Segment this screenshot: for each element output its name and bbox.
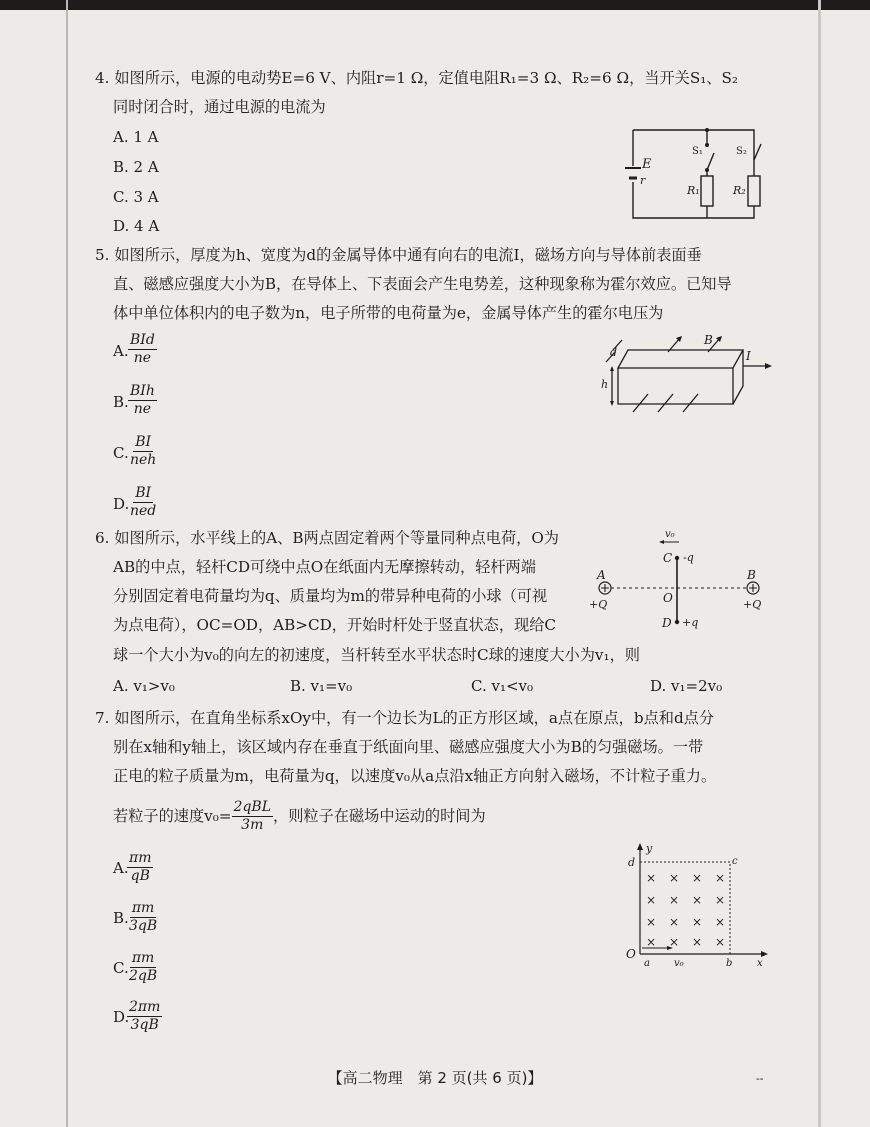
q7-field-mark-3-3: × (715, 935, 726, 949)
q5-option-d-numerator: BI (135, 485, 152, 501)
q4-fig-label-s1: S₁ (692, 146, 703, 157)
q7-field-mark-1-2: × (692, 893, 703, 907)
q6-stem-line-3: 分别固定着电荷量均为q、质量均为m的带异种电荷的小球（可视 (113, 587, 548, 605)
q7-option-a-numerator: πm (129, 850, 152, 866)
q7-option-a-fraction (127, 850, 153, 885)
q4-option-a: A. 1 A (113, 128, 159, 146)
q5-option-a-fraction (128, 332, 157, 367)
q7-option-d-denominator: 3qB (130, 1017, 159, 1033)
q5-option-c-numerator: BI (135, 434, 152, 450)
q7-option-c-letter: C. (113, 959, 129, 977)
q6-option-b: B. v₁=v₀ (290, 677, 353, 695)
q6-fig-label-plus-q-left: +Q (589, 598, 608, 611)
q7-field-mark-0-2: × (692, 871, 703, 885)
q6-option-d: D. v₁=2v₀ (650, 677, 723, 695)
q6-stem-line-4: 为点电荷），OC=OD，AB>CD，开始时杆处于竖直状态，现给C (113, 616, 557, 634)
q7-fig-label-a: a (644, 958, 650, 969)
q7-stem-line-1: 7. 如图所示，在直角坐标系xOy中，有一个边长为L的正方形区域，a点在原点，b点和d点分 (95, 709, 715, 727)
q5-stem-line-2: 直、磁感应强度大小为B，在导体上、下表面会产生电势差，这种现象称为霍尔效应。已知导 (113, 275, 732, 293)
q7-option-b-numerator: πm (131, 900, 155, 916)
q6-fig-label-b: B (747, 568, 756, 582)
q6-fig-label-d: D (662, 616, 672, 630)
scan-left-edge (66, 0, 68, 1127)
q7-field-mark-3-0: × (646, 935, 657, 949)
q5-option-a-letter: A. (113, 342, 129, 360)
q7-magnetic-field-diagram (620, 838, 770, 970)
q7-option-c-numerator: πm (131, 950, 155, 966)
q5-option-d-letter: D. (113, 495, 130, 513)
q5-option-b-denominator: ne (133, 401, 152, 417)
q5-option-b-fraction (128, 383, 157, 418)
q7-field-mark-0-1: × (669, 871, 680, 885)
q5-option-c-denominator: neh (130, 452, 157, 468)
q7-option-d-fraction (127, 999, 162, 1034)
q4-fig-label-s2: S₂ (736, 146, 747, 157)
q5-hall-effect-diagram (598, 326, 778, 416)
q4-stem-line-2: 同时闭合时，通过电源的电流为 (113, 98, 326, 116)
q6-fig-label-c: C (663, 551, 673, 565)
q7-stem-line-2: 别在x轴和y轴上，该区域内存在垂直于纸面向里、磁感应强度大小为B的匀强磁场。一带 (113, 738, 704, 756)
q5-option-c-letter: C. (113, 444, 129, 462)
q7-field-mark-0-3: × (715, 871, 726, 885)
q7-option-a-denominator: qB (130, 868, 150, 884)
q5-option-b-letter: B. (113, 393, 129, 411)
q7-fig-label-c: c (732, 856, 738, 867)
q6-fig-label-v0: v₀ (665, 529, 675, 540)
q7-option-d-letter: D. (113, 1008, 130, 1026)
q4-fig-label-r1: R₁ (687, 184, 700, 197)
q6-option-c: C. v₁<v₀ (471, 677, 534, 695)
q6-option-a: A. v₁>v₀ (113, 677, 175, 695)
q6-fig-label-plus-q-right: +Q (743, 598, 762, 611)
q7-field-mark-2-0: × (646, 915, 657, 929)
q4-circuit-diagram (620, 120, 770, 230)
q5-option-d-fraction (128, 485, 158, 520)
q6-fig-label-o: O (663, 591, 673, 605)
q7-field-mark-2-1: × (669, 915, 680, 929)
q7-fig-label-b: b (726, 958, 733, 969)
q7-field-mark-1-1: × (669, 893, 680, 907)
q6-charges-diagram (585, 524, 775, 640)
scan-right-edge (818, 0, 821, 1127)
q5-option-c-fraction (128, 434, 158, 469)
q7-option-b-letter: B. (113, 909, 129, 927)
q7-fig-label-o: O (626, 947, 636, 961)
q7-stem-line-4-start: 若粒子的速度v₀= (113, 807, 232, 825)
q6-stem-line-2: AB的中点，轻杆CD可绕中点O在纸面内无摩擦转动，轻杆两端 (113, 558, 536, 576)
q7-field-mark-2-3: × (715, 915, 726, 929)
q7-fig-label-v0: v₀ (674, 958, 684, 969)
q5-option-d-denominator: ned (130, 503, 157, 519)
q7-velocity-denominator: 3m (241, 816, 264, 833)
q7-field-mark-0-0: × (646, 871, 657, 885)
q4-fig-label-r: r (640, 174, 646, 187)
q4-fig-label-e: E (642, 157, 652, 172)
q5-option-a-numerator: BId (130, 332, 155, 348)
q5-fig-label-d: d (610, 346, 618, 359)
q4-fig-label-r2: R₂ (733, 184, 746, 197)
q4-option-c: C. 3 A (113, 188, 159, 206)
q7-option-d-numerator: 2πm (129, 999, 161, 1015)
q7-field-mark-3-1: × (669, 935, 680, 949)
q4-option-d: D. 4 A (113, 217, 160, 235)
q7-velocity-fraction (232, 799, 273, 834)
q5-fig-label-i: I (746, 349, 751, 363)
q6-fig-label-minus-q: -q (683, 551, 694, 564)
q5-fig-label-h: h (601, 378, 609, 391)
q7-field-mark-1-0: × (646, 893, 657, 907)
q7-option-c-denominator: 2qB (129, 968, 158, 984)
q6-fig-label-plus-q: +q (682, 616, 699, 629)
q6-stem-line-1: 6. 如图所示，水平线上的A、B两点固定着两个等量同种点电荷，O为 (95, 529, 559, 547)
scan-top-edge (0, 0, 870, 10)
q7-fig-label-d: d (628, 856, 636, 869)
q7-option-b-fraction (127, 900, 159, 935)
q5-option-b-numerator: BIh (130, 383, 155, 399)
q7-option-a-letter: A. (113, 859, 129, 877)
q7-stem-line-4 (113, 798, 486, 834)
q7-field-cross-marks (646, 871, 725, 949)
q7-velocity-numerator: 2qBL (233, 798, 271, 815)
q6-fig-label-a: A (597, 568, 606, 582)
q6-stem-line-5: 球一个大小为v₀的向左的初速度，当杆转至水平状态时C球的速度大小为v₁，则 (113, 646, 640, 664)
q7-stem-line-4-end: ，则粒子在磁场中运动的时间为 (273, 807, 486, 825)
q5-stem-line-1: 5. 如图所示，厚度为h、宽度为d的金属导体中通有向右的电流I，磁场方向与导体前表面垂 (95, 246, 702, 264)
footer-mark: -- (756, 1072, 764, 1085)
q4-option-b: B. 2 A (113, 158, 159, 176)
q7-field-mark-3-2: × (692, 935, 703, 949)
q7-fig-label-x: x (757, 958, 763, 969)
q7-stem-line-3: 正电的粒子质量为m，电荷量为q，以速度v₀从a点沿x轴正方向射入磁场，不计粒子重力。 (113, 767, 717, 785)
q7-option-b-denominator: 3qB (129, 918, 158, 934)
q5-option-a-denominator: ne (133, 350, 152, 366)
q5-stem-line-3: 体中单位体积内的电子数为n，电子所带的电荷量为e，金属导体产生的霍尔电压为 (113, 304, 664, 322)
page-footer: 【高二物理 第 2 页(共 6 页)】 (327, 1069, 543, 1087)
q7-fig-label-y: y (646, 842, 653, 855)
q4-stem-line-1: 4. 如图所示，电源的电动势E=6 V、内阻r=1 Ω，定值电阻R₁=3 Ω、R₂=6 Ω，当开关S₁、S₂ (95, 69, 738, 87)
q7-option-c-fraction (127, 950, 159, 985)
q7-field-mark-2-2: × (692, 915, 703, 929)
q5-fig-label-b: B (704, 333, 713, 347)
q7-field-mark-1-3: × (715, 893, 726, 907)
